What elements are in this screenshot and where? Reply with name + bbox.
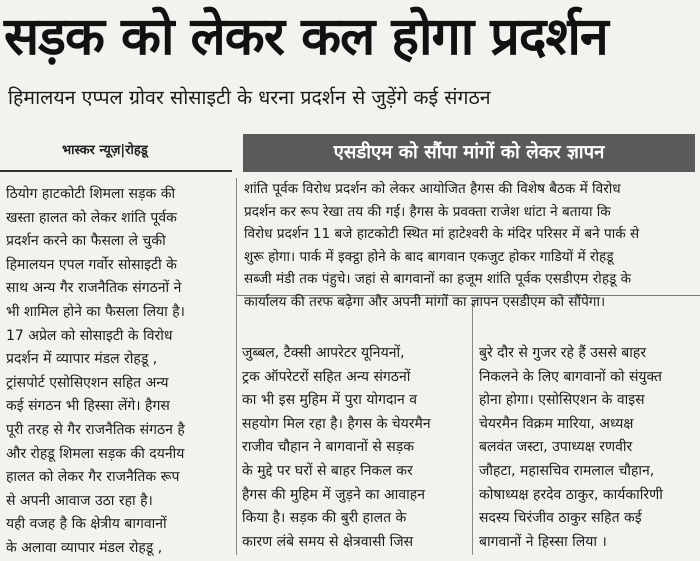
dateline: भास्कर न्यूज़|रोहडू bbox=[62, 143, 148, 158]
box-line: शुरू होगा। पार्क में इक्ट्ठा होने के बाद बागवान एकजुट होकर गाडियों में रोहडू bbox=[244, 248, 614, 265]
col1-line: प्रदर्शन करने का फैसला ले चुकी bbox=[6, 233, 166, 250]
col3-line: बलवंत जस्टा, उपाध्यक्ष रणवीर bbox=[479, 439, 633, 456]
col3-line: बुरे दौर से गुजर रहे हैं उससे बाहर bbox=[479, 345, 647, 361]
col3-line: चेयरमैन विक्रम मारिया, अध्यक्ष bbox=[479, 415, 634, 432]
col1-line: हिमालयन एपल गर्वोर सोसाइटी के bbox=[6, 256, 177, 273]
column-3 bbox=[479, 342, 697, 554]
headline: सड़क को लेकर कल होगा प्रदर्शन bbox=[4, 7, 608, 67]
col1-line: यही वजह है कि क्षेत्रीय बागवानों bbox=[6, 516, 167, 533]
col1-line: ठियोग हाटकोटी शिमला सड़क की bbox=[6, 186, 176, 202]
column-1 bbox=[6, 183, 231, 561]
col1-line: खस्ता हालत को लेकर शांति पूर्वक bbox=[6, 209, 177, 226]
col3-line: सदस्य चिरंजीव ठाकुर सहित कई bbox=[479, 510, 642, 527]
box-line: सब्जी मंडी तक पंहुचे। जहां से बागवानों का हजूम शांति पूर्वक एसडीएम रोहडू के bbox=[244, 271, 632, 287]
col2-line: कारण लंबे समय से क्षेत्रवासी जिस bbox=[242, 533, 414, 550]
col2-line: सहयोग मिल रहा है। हैगस के चेयरमैन bbox=[242, 415, 431, 432]
col1-line: पूरी तरह से गैर राजनैतिक संगठन है bbox=[6, 421, 185, 438]
column-2 bbox=[242, 342, 468, 554]
col1-line: से अपनी आवाज उठा रहा है। bbox=[6, 492, 153, 509]
col1-line: भी शामिल होने का फैसला लिया है। bbox=[6, 303, 185, 320]
col3-line: कोषाध्यक्ष हरदेव ठाकुर, कार्यकारिणी bbox=[479, 486, 663, 503]
box-text bbox=[244, 178, 696, 313]
dateline-rule bbox=[0, 170, 232, 172]
col2-line: जुब्बल, टैक्सी आपरेटर यूनियनों, bbox=[242, 345, 405, 361]
col1-line: साथ अन्य गैर राजनैतिक संगठनों ने bbox=[6, 280, 182, 297]
box-line: प्रदर्शन कर रूप रेखा तय की गई। हैगस के प्रवक्ता राजेश धांटा ने बताया कि bbox=[244, 203, 611, 220]
col2-line: हैगस की मुहिम में जुड़ने का आवाहन bbox=[242, 486, 425, 503]
col2-line: किया है। सड़क की बुरी हालत के bbox=[242, 510, 407, 527]
subheadline: हिमालयन एप्पल ग्रोवर सोसाइटी के धरना प्रदर्शन से जुड़ेंगे कई संगठन bbox=[8, 86, 491, 109]
column-divider-2 bbox=[472, 300, 473, 555]
col3-line: बागवानों ने हिस्सा लिया । bbox=[479, 533, 607, 550]
col2-line: के मुद्दे पर घरों से बाहर निकल कर bbox=[242, 462, 413, 479]
col1-line: कई संगठन भी हिस्सा लेंगे। हैगस bbox=[6, 398, 170, 415]
col1-line: के अलावा व्यापार मंडल रोहडू , bbox=[6, 539, 163, 556]
box-line: विरोध प्रदर्शन 11 बजे हाटकोटी स्थित मां हाटेश्वरी के मंदिर परिसर में बने पार्क से bbox=[244, 226, 640, 242]
col1-line: हालत को लेकर गैर राजनैतिक रूप bbox=[6, 469, 180, 486]
col1-line: ट्रांसपोर्ट एसोसिएशन सहित अन्य bbox=[6, 374, 169, 391]
box-line: शांति पूर्वक विरोध प्रदर्शन को लेकर आयोजित हैगस की विशेष बैठक में विरोध bbox=[244, 181, 621, 197]
col1-line: 17 अप्रेल को सोसाइटी के विरोध bbox=[6, 327, 173, 344]
col3-line: जौहटा, महासचिव रामलाल चौहान, bbox=[479, 462, 655, 479]
col2-line: राजीव चौहान ने बागवानों से सड़क bbox=[242, 439, 414, 456]
col2-line: ट्रक ऑपरेटरों सहित अन्य संगठनों bbox=[242, 368, 411, 385]
col3-line: निकलने के लिए बागवानों को संयुक्त bbox=[479, 368, 663, 385]
box-title-banner: एसडीएम को सौंपा मांगों को लेकर ज्ञापन bbox=[243, 134, 695, 172]
col1-line: प्रदर्शन में व्यापार मंडल रोहडू , bbox=[6, 351, 158, 368]
col1-line: और रोहडू शिमला सड़क की दयनीय bbox=[6, 445, 185, 462]
box-line: कार्यालय की तरफ बढ़ेगा और अपनी मांगों का ज्ञापन एसडीएम को सौंपेगा। bbox=[244, 293, 606, 310]
col2-line: का भी इस मुहिम में पुरा योगदान व bbox=[242, 392, 418, 409]
column-divider-1 bbox=[236, 178, 237, 555]
col3-line: होना होगा। एसोसिएशन के वाइस bbox=[479, 392, 645, 409]
